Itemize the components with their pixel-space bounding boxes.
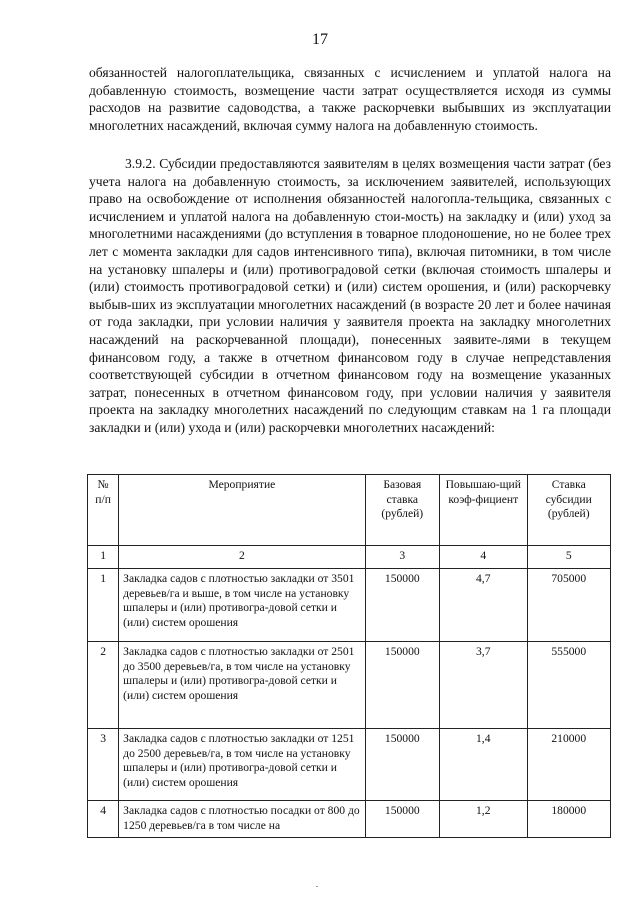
row-coef: 1,2 bbox=[440, 801, 528, 838]
row-base-rate: 150000 bbox=[365, 801, 439, 838]
row-event: Закладка садов с плотностью закладки от 1251 до 2500 деревьев/га, в том числе на установку шпалеры и (или) противогра-довой сетки и (или) систем орошения bbox=[119, 729, 365, 801]
header-num: № п/п bbox=[88, 475, 119, 546]
column-number: 3 bbox=[365, 546, 439, 569]
table-row bbox=[88, 801, 611, 838]
column-number: 2 bbox=[119, 546, 365, 569]
header-base-rate: Базовая ставка (рублей) bbox=[365, 475, 439, 546]
row-num: 2 bbox=[88, 642, 119, 729]
row-event: Закладка садов с плотностью посадки от 800 до 1250 деревьев/га в том числе на bbox=[119, 801, 365, 838]
table-row bbox=[88, 642, 611, 729]
column-number: 4 bbox=[440, 546, 528, 569]
subsidy-rates-table bbox=[87, 474, 611, 838]
row-event: Закладка садов с плотностью закладки от 2501 до 3500 деревьев/га, в том числе на установку шпалеры и (или) противогра-довой сетки и (или) систем орошения bbox=[119, 642, 365, 729]
row-subsidy: 180000 bbox=[527, 801, 611, 838]
row-base-rate: 150000 bbox=[365, 569, 439, 642]
table-row bbox=[88, 569, 611, 642]
header-coef: Повышаю-щий коэф-фициент bbox=[440, 475, 528, 546]
row-coef: 3,7 bbox=[440, 642, 528, 729]
column-number: 5 bbox=[527, 546, 611, 569]
row-num: 4 bbox=[88, 801, 119, 838]
row-num: 1 bbox=[88, 569, 119, 642]
row-coef: 4,7 bbox=[440, 569, 528, 642]
row-num: 3 bbox=[88, 729, 119, 801]
table-header-row bbox=[88, 475, 611, 546]
header-subsidy: Ставка субсидии (рублей) bbox=[527, 475, 611, 546]
row-subsidy: 705000 bbox=[527, 569, 611, 642]
row-event: Закладка садов с плотностью закладки от 3501 деревьев/га и выше, в том числе на установку шпалеры и (или) противогра-довой сетки и (или) систем орошения bbox=[119, 569, 365, 642]
scan-speck bbox=[316, 886, 318, 887]
page-number: 17 bbox=[312, 31, 328, 48]
row-coef: 1,4 bbox=[440, 729, 528, 801]
row-subsidy: 555000 bbox=[527, 642, 611, 729]
row-base-rate: 150000 bbox=[365, 729, 439, 801]
column-number: 1 bbox=[88, 546, 119, 569]
paragraph-3-9-2: 3.9.2. Субсидии предоставляются заявителям в целях возмещения части затрат (без учета налога на добавленную стоимость, за исключением заявителей, использующих право на освобождение от исполнения обязанностей налогопла-тельщика, связанных с исчислением и уплатой налога на добавленную стои-мость) на закладку и (или) уход за многолетними насаждениями (до вступления в товарное плодоношение, но не более трех лет с момента закладки для садов интенсивного типа), включая питомники, в том числе на установку шпалеры и (или) противоградовой сетки (включая стоимость шпалеры и (или) стоимость противоградовой сетки) и (или) систем орошения, и (или) раскорчевку выбыв-ших из эксплуатации многолетних насаждений (в возрасте 20 лет и более начиная от года закладки, при условии наличия у заявителя проекта на закладку многолетних насаждений на раскорчеванной площади), понесенных заявите-лями в текущем финансовом году, а также в отчетном финансовом году в случае непредставления соответствующей субсидии в отчетном финансовом году на возмещение указанных затрат, понесенных в отчетном финансовом году, при условии наличия у заявителя проекта на закладку многолетних насаждений по следующим ставкам на 1 га площади закладки и (или) ухода и (или) раскорчевки многолетних насаждений: bbox=[89, 156, 611, 435]
header-event: Мероприятие bbox=[119, 475, 365, 546]
row-subsidy: 210000 bbox=[527, 729, 611, 801]
paragraph-continuation: обязанностей налогоплательщика, связанных с исчислением и уплатой налога на добавленную стоимость, возмещение части затрат осуществляется исходя из суммы расходов на развитие садоводства, а также раскорчевки выбывших из эксплуатации многолетних насаждений, включая сумму налога на добавленную стоимость. bbox=[89, 65, 611, 133]
row-base-rate: 150000 bbox=[365, 642, 439, 729]
column-number-row bbox=[88, 546, 611, 569]
table-row bbox=[88, 729, 611, 801]
